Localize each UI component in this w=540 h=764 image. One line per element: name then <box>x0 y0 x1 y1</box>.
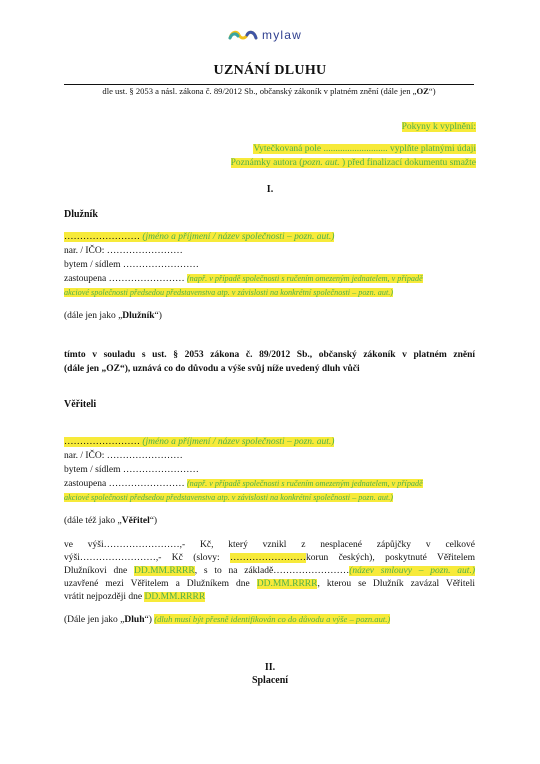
debt-line5: vrátit nejpozději dne DD.MM.RRRR <box>64 592 206 602</box>
section-1-numeral: I. <box>266 184 274 195</box>
debt-line2: výši……………………,- Kč (slovy: ……………………korun českých), poskytnuté Věřitelem <box>64 553 475 563</box>
instructions-line1: Vytečkovaná pole ........................... vyplňte platnými údaji <box>253 144 476 154</box>
subtitle-abbrev: OZ <box>416 86 429 96</box>
creditor-label: Věřiteli <box>64 399 97 410</box>
debtor-address-line: bytem / sídlem …………………… <box>64 260 199 270</box>
creditor-address-line: bytem / sídlem …………………… <box>64 465 199 475</box>
creditor-alias: (dále též jako „Věřitel“) <box>64 516 158 526</box>
statement-line1: tímto v souladu s ust. § 2053 zákona č. 89/2012 Sb., občanský zákoník v platném znění <box>64 350 475 360</box>
creditor-representation-line: zastoupena …………………… (např. v případě společnosti s ručením omezeným jednatelem, v případě <box>64 479 423 489</box>
debtor-representation-line: zastoupena …………………… (např. v případě společnosti s ručením omezeným jednatelem, v případě <box>64 274 423 284</box>
logo <box>228 27 302 43</box>
logo-mark-icon <box>228 28 258 42</box>
section-2-heading: Splacení <box>251 675 289 686</box>
subtitle-close: “) <box>428 86 436 96</box>
debtor-label: Dlužník <box>64 209 98 220</box>
logo-wordmark: mylaw <box>262 28 303 42</box>
debt-line4: uzavřené mezi Věřitelem a Dlužníkem dne DD.MM.RRRR, kterou se Dlužník zavázal Věřiteli <box>64 579 475 589</box>
creditor-representation-note: akciové společnosti předsedou představenstva atp. v závislosti na konkrétní společnosti – pozn. aut.) <box>64 493 394 502</box>
debt-line1: ve výši……………………,- Kč, který vznikl z nesplacené zápůjčky v celkové <box>64 540 475 550</box>
debtor-alias: (dále jen jako „Dlužník“) <box>64 311 162 321</box>
title-rule <box>64 84 474 85</box>
debtor-representation-note: akciové společnosti předsedou představenstva atp. v závislosti na konkrétní společnosti – pozn. aut.) <box>64 288 394 297</box>
document-title: UZNÁNÍ DLUHU <box>213 63 327 78</box>
section-2-numeral: II. <box>264 662 276 673</box>
debtor-name-line: …………………… (jméno a příjmení / název společnosti – pozn. aut.) <box>64 232 335 242</box>
creditor-name-line: …………………… (jméno a příjmení / název společnosti – pozn. aut.) <box>64 437 335 447</box>
document-subtitle <box>64 86 474 98</box>
debtor-id-line: nar. / IČO: …………………… <box>64 246 183 256</box>
instructions-line2: Poznámky autora (pozn. aut. ) před finalizací dokumentu smažte <box>230 158 476 168</box>
creditor-id-line: nar. / IČO: …………………… <box>64 451 183 461</box>
debt-alias: (Dále jen jako „Dluh“) (dluh musí být přesně identifikován co do důvodu a výše – pozn.aut.) <box>64 614 391 625</box>
instructions-heading: Pokyny k vyplnění: <box>401 122 476 132</box>
debt-line3: Dlužníkovi dne DD.MM.RRRR, s to na základě……………………(název smlouvy – pozn. aut.) <box>64 566 475 576</box>
subtitle-text: dle ust. § 2053 a násl. zákona č. 89/2012 Sb., občanský zákoník v platném znění (dále jen „ <box>102 86 417 96</box>
statement-line2: (dále jen „OZ“), uznává co do důvodu a výše svůj níže uvedený dluh vůči <box>64 364 360 374</box>
